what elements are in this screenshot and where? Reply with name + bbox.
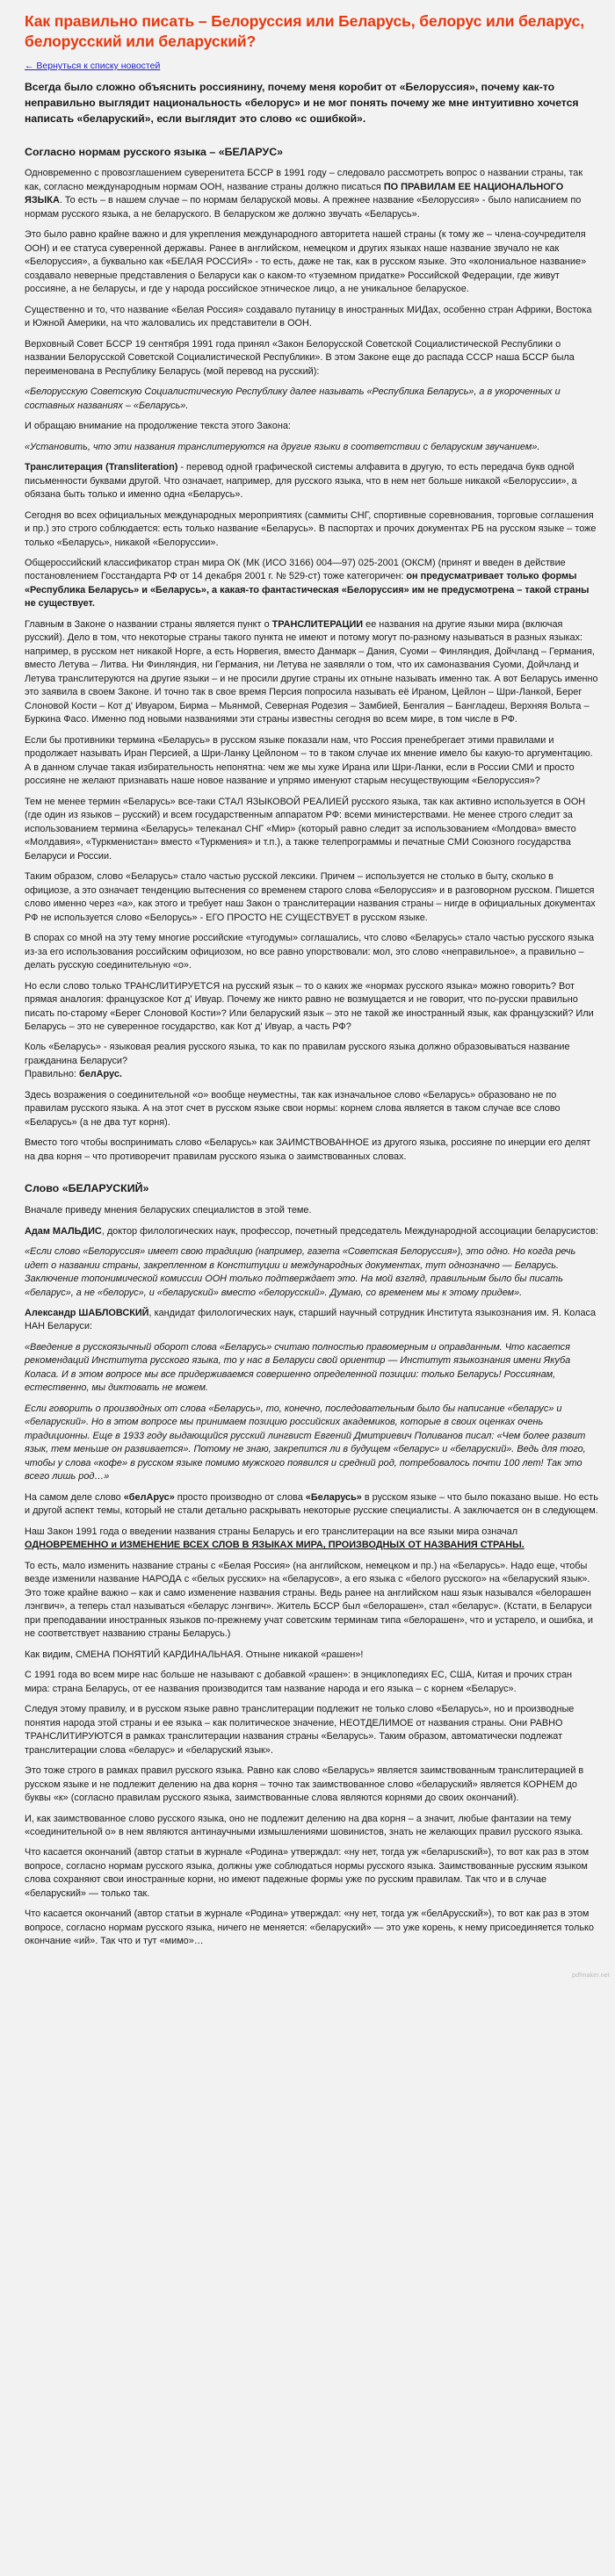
body-paragraph (25, 796, 599, 863)
quote-paragraph (25, 1341, 599, 1396)
text-run: Таким образом, слово «Беларусь» стало частью русской лексики. Причем – используется не столько в быту, сколько в официозе, а это означает тенденцию вытеснения со временем старого слова «Белоруссия» и в разговорном русском. Пишется слово именно через «а», как этого и требует наш Закон о транслитерации названия страны – нигде в официальных документах РФ не используется слово «Белорусь» - ЕГО ПРОСТО НЕ СУЩЕСТВУЕТ в русском языке. (25, 871, 596, 923)
watermark: pdfmaker.net (572, 1972, 610, 1979)
body-paragraph (25, 1491, 599, 1519)
emphasis-bold: «Беларусь» (305, 1491, 362, 1503)
body-paragraph (25, 1764, 599, 1805)
text-run: «Введение в русскоязычный оборот слова «Беларусь» считаю полностью правомерным и оправданным. Что касается рекомендаций Института русского языка, то у нас в Беларуси свой ориентир — Институт языкознания имени Якуба Коласа. И в этом вопросе мы все придерживаемся совершенно определенной позиции: только Беларусь! Россиянам, естественно, мы диктовать не можем. (25, 1341, 571, 1394)
emphasis-bold: Александр ШАБЛОВСКИЙ (25, 1308, 149, 1318)
body-paragraph (25, 1703, 599, 1757)
emphasis-bold: Адам МАЛЬДИС (25, 1225, 102, 1237)
emphasis-bold: ПО ПРАВИЛАМ ЕЕ НАЦИОНАЛЬНОГО ЯЗЫКА (25, 181, 564, 206)
body-paragraph (25, 461, 599, 501)
text-run: Если бы противники термина «Беларусь» в русском языке показали нам, что Россия пренебрегает этими правилами и продолжает называть Иран Персией, а Шри-Ланку Цейлоном – то в таком случае их мнение имело бы какую-то аргументацию. А в данном случае такая избирательность непонятна: чем же мы хуже Ирана или Шри-Ланки, если в России СМИ и просто россияне не желают признавать наше новое название и упрямо именуют старым несуществующим «Белоруссия»? (25, 734, 593, 787)
text-run: То есть, мало изменить название страны с «Белая Россия» (на английском, немецком и пр.) на «Беларусь». Надо еще, чтобы везде изменили название НАРОДА с «белых русских» на «беларусов», а его языка с «белого русского» на «беларуский язык». Это тоже крайне важно – как и само изменение названия страны. Ведь ранее на английском наш язык назывался «белорашен лэнгвич», а теперь стал называться «беларус лэнгвич». Житель БССР был «белорашен», стал «беларус». (Кстати, в Беларуси при преподавании иностранных языков по-прежнему учат советским терминам типа «белорашен», что и устарело, и ошибка, и не соответствует названию страны Беларусь.) (25, 1560, 593, 1640)
body-paragraph (25, 228, 599, 296)
emphasis-bold-underline: ОДНОВРЕМЕННО и ИЗМЕНЕНИЕ ВСЕХ СЛОВ В ЯЗЫКАХ МИРА, ПРОИЗВОДНЫХ ОТ НАЗВАНИЯ СТРАНЫ. (25, 1540, 525, 1551)
text-run: Это тоже строго в рамках правил русского языка. Равно как слово «Беларусь» является заимствованным транслитерацией в русском языке и не подлежит делению на два корня – точно так заимствованное слово «беларуский» является КОРНЕМ до буквы «к» (согласно правилам русского языка, заимствованные слова являются корнями до своих окончаний). (25, 1765, 584, 1804)
body-paragraph (25, 1307, 599, 1334)
text-run: На самом деле слово (25, 1491, 124, 1503)
quote-paragraph (25, 1403, 599, 1484)
body-paragraph (25, 1813, 599, 1840)
body-paragraph (25, 734, 599, 789)
text-run: Если говорить о производных от слова «Беларусь», то, конечно, последовательным было бы написание «беларус» и «беларуский». Но в этом вопросе мы принимаем позицию российских академиков, которые в своих оценках очень традиционны. Еще в 1933 году выдающийся русский лингвист Евгений Дмитриевич Поливанов писал: «Чем более развит язык, тем меньше он развивается». Потому не знаю, закрепится ли в будущем «беларус» и «беларуский». Ведь для того, чтобы у слова «кофе» в русском языке помимо мужского появился и средний род, потребовалось почти 100 лет! Так это всего лишь род…» (25, 1403, 586, 1483)
text-run: Существенно и то, что название «Белая Россия» создавало путаницу в иностранных МИДах, особенно стран Африки, Востока и Южной Америки, на что жаловались их представители в ООН. (25, 304, 592, 329)
text-run: Одновременно с провозглашением суверенитета БССР в 1991 году – следовало рассмотреть вопрос о названии страны, так как, согласно международным нормам ООН, название страны должно писаться (25, 168, 583, 192)
text-run: И, как заимствованное слово русского языка, оно не подлежит делению на два корня – а значит, любые фантазии на тему «соединительной о» в нем являются антинаучными измышлениями шовинистов, знать не желающих правил русского языка. (25, 1813, 583, 1837)
body-paragraph (25, 420, 599, 433)
body-paragraph (25, 557, 599, 611)
body-paragraph (25, 1908, 599, 1948)
text-run: - перевод одной графической системы алфавита в другую, то есть передача букв одной письменности буквами другой. Что означает, например, для русского языка, что в нем нет больше никакой «Белоруссии», а обязана быть только и именно одна «Беларусь». (25, 462, 577, 501)
quote-paragraph (25, 441, 599, 454)
text-run: И обращаю внимание на продолжение текста этого Закона: (25, 421, 291, 432)
body-paragraph (25, 304, 599, 331)
text-run: «Белорусскую Советскую Социалистическую Республику далее называть «Республика Беларусь», а в укороченных и составных названиях – «Беларусь». (25, 386, 561, 411)
body-paragraph (25, 167, 599, 221)
body-paragraph (25, 980, 599, 1035)
body-paragraph (25, 509, 599, 550)
text-run: Это было равно крайне важно и для укрепления международного авторитета нашей страны (к тому же – члена-соучредителя ООН) и ее статуса суверенной державы. Ранее в английском, немецком и других языках наше название звучало не как «Белоруссия», а буквально как «БЕЛАЯ РОССИЯ» - то есть, даже не так, как в русском языке. Это «колониальное название» создавало неверные представления о Беларуси как о каком-то «туземном придатке» Российской Федерации, где живут россияне, а не беларусы, и где у народа российское этническое лицо, а не уникальное беларуское. (25, 229, 587, 295)
quote-paragraph (25, 386, 599, 413)
emphasis-bold: белАрус. (78, 1069, 122, 1080)
text-run: . То есть – в нашем случае – по нормам беларуской мовы. А прежнее название «Белоруссия» - было написанием по нормам русского языка, а не беларуского. В беларуском же должно звучать «Беларусь». (25, 195, 582, 220)
text-run: Что касается окончаний (автор статьи в журнале «Родина» утверждал: «ну нет, тогда уж «беларusский»), то вот как раз в этом вопросе, согласно нормам русского языка, должны уже соблюдаться нормы русского языка. Заимствованные русским языком слова сохраняют свои иностранные корни, но имеют падежные формы уже по русским правилам. Так что и в случае «беларуский» — только так. (25, 1847, 590, 1899)
text-run: Здесь возражения о соединительной «о» вообще неуместны, так как изначальное слово «Беларусь» образовано не по правилам русского языка. А на этот счет в русском языке свои нормы: корнем слова является в таком случае все слово «Беларусь» (а не два тут корня). (25, 1089, 561, 1128)
body-paragraph (25, 1560, 599, 1642)
section-heading: Слово «БЕЛАРУСКИЙ» (25, 1182, 149, 1195)
text-run: Но если слово только ТРАНСЛИТИРУЕТСЯ на русский язык – то о каких же «нормах русского языка» можно говорить? Вот прямая аналогия: французское Кот д' Ивуар. Почему же никто равно не возмущается и не говорит, что по-русски правильно писать по-старому «Берег Слоновой Кости»? Или беларуский язык – это не такой же иностранный язык, как французский? Или Беларусь – это не суверенное государство, как Кот д' Ивуар, а часть РФ? (25, 980, 594, 1032)
text-run: Коль «Беларусь» - языковая реалия русского языка, то как по правилам русского языка должно образовываться название гражданина Беларуси? (25, 1042, 570, 1066)
emphasis-bold: «белАрус» (123, 1491, 175, 1503)
text-run: Следуя этому правилу, и в русском языке равно транслитерации подлежит не только слово «Беларусь», но и производные понятия народа этой страны и ее языка – как политическое значение, НЕОТДЕЛИМОЕ от названия страны. Они РАВНО ТРАНСЛИТИРУЮТСЯ в рамках транслитерации названия страны «Беларусь». Таким образом, автоматически подлежат транслитерации слова «беларус» и «беларуский язык». (25, 1704, 575, 1756)
body-paragraph (25, 338, 599, 379)
text-run: Вместо того чтобы воспринимать слово «Беларусь» как ЗАИМСТВОВАННОЕ из другого языка, россияне по инерции его делят на два корня – что противоречит правилам русского языка о заимствованных словах. (25, 1137, 591, 1162)
body-paragraph (25, 1041, 599, 1081)
emphasis-bold: он предусматривает только формы «Республика Беларусь» и «Беларусь», а какая-то фантастическая «Белоруссия» им не предусмотрена – такой страны не существует. (25, 571, 590, 610)
text-run: Правильно: (25, 1069, 79, 1080)
body-paragraph (25, 1225, 599, 1238)
text-run: Что касается окончаний (автор статьи в журнале «Родина» утверждал: «ну нет, тогда уж «белАрусский»), то вот как раз в этом вопросе, согласно нормам русского языка, ничего не меняется: «беларуский» — это уже корень, к нему присоединяется только окончание «ий». Так что и тут «мимо»… (25, 1909, 594, 1947)
text-run: С 1991 года во всем мире нас больше не называют с добавкой «рашен»: в энциклопедиях ЕС, США, Китая и прочих стран мира: страна Беларусь, от ее названия производится там название народа и его языка – с корнем «Беларус». (25, 1670, 573, 1694)
text-run: Верховный Совет БССР 19 сентября 1991 года принял «Закон Белорусской Советской Социалистической Республики о названии Белорусской Советской Социалистической Республики». В этом Законе еще до распада СССР наша БССР была переименована в Республику Беларусь (мой перевод на русский): (25, 338, 575, 377)
text-run: Вначале приведу мнения беларуских специалистов в этой теме. (25, 1205, 312, 1216)
emphasis-bold: Транслитерация (Transliteration) (25, 462, 178, 473)
back-to-news-list-link[interactable]: ← Вернуться к списку новостей (25, 61, 161, 72)
body-paragraph (25, 1136, 599, 1164)
section-heading: Согласно нормам русского языка – «БЕЛАРУС» (25, 145, 284, 158)
text-run: в русском языке – что было показано выше. Но есть и другой аспект темы, который не стали детально раскрывать некоторые русские специалисты. А заключается он в следующем. (25, 1491, 598, 1517)
text-run: , кандидат филологических наук, старший научный сотрудник Института языкознания им. Я. Коласа НАН Беларуси: (25, 1308, 597, 1332)
body-paragraph (25, 1526, 599, 1553)
text-run: , доктор филологических наук, профессор, почетный председатель Международной ассоциации беларусистов: (101, 1225, 598, 1237)
text-run: просто производно от слова (174, 1491, 306, 1503)
body-paragraph (25, 1649, 599, 1662)
text-run: Общероссийский классификатор стран мира ОК (МК (ИСО 3166) 004—97) 025-2001 (ОКСМ) (принят и введен в действие постановлением Госстандарта РФ от 14 декабря 2001 г. № 529-ст) тоже категоричен: (25, 557, 566, 582)
page-title: Как правильно писать – Белоруссия или Беларусь, белорус или беларус, белорусский или беларуский? (25, 12, 585, 51)
text-run: Как видим, СМЕНА ПОНЯТИЙ КАРДИНАЛЬНАЯ. Отныне никакой «рашен»! (25, 1649, 364, 1660)
text-run: Сегодня во всех официальных международных мероприятиях (саммиты СНГ, спортивные соревнования, торговые соглашения и пр.) это строго соблюдается: есть только название «Беларусь». В паспортах и прочих документах РБ на русском языке – тоже только «Беларусь», никакой «Белоруссии». (25, 509, 597, 548)
text-run: «Если слово «Белоруссия» имеет свою традицию (например, газета «Советская Белоруссия»), это одно. Но когда речь идет о названии страны, закрепленном в Конституции и международных документах, тут однозначно — Беларусь. Заключение топонимической комиссии ООН только подтверждает это. На мой взгляд, правильным было бы писать «беларус», а не «белорус», и «беларуский» вместо «белорусский». Думаю, со временем мы к этому придем». (25, 1246, 576, 1298)
body-paragraph (25, 1204, 599, 1217)
text-run: Наш Закон 1991 года о введении названия страны Беларусь и его транслитерации на все языки мира означал (25, 1526, 518, 1537)
text-run: Тем не менее термин «Беларусь» все-таки СТАЛ ЯЗЫКОВОЙ РЕАЛИЕЙ русского языка, так как активно используется в ООН (где один из языков – русский) и всем государственным аппаратом РФ: всеми министерствами. Не менее строго следит за использованием термина «Беларусь» телеканал СНГ «Мир» (который равно следит за использованием «Молдова» вместо «Молдавия», «Туркменистан» вместо «Туркмения» и т.п.), а также телепрограммы и печатные СМИ Союзного государства Беларуси и России. (25, 796, 586, 862)
quote-paragraph (25, 1245, 599, 1300)
body-paragraph (25, 1089, 599, 1129)
body-paragraph (25, 618, 599, 727)
text-run: Главным в Законе о названии страны является пункт о (25, 618, 272, 630)
article-lead: Всегда было сложно объяснить россиянину, почему меня коробит от «Белоруссия», почему как-то неправильно выглядит национальность «белорус» и не мог понять почему же мне интуитивно хочется написать «беларуский», если выглядит это слово «с ошибкой». (25, 81, 579, 125)
text-run: «Установить, что эти названия транслитеруются на другие языки в соответствии с беларуским звучанием». (25, 441, 540, 452)
body-paragraph (25, 932, 599, 972)
text-run: В спорах со мной на эту тему многие российские «тугодумы» соглашались, что слово «Беларусь» стало частью русского языка из-за его использования российским официозом, но все равно упорствовали: мол, это слово «неправильное», а правильно – делать русскую соединительную «о». (25, 933, 595, 971)
article-sections (25, 145, 599, 1949)
body-paragraph (25, 870, 599, 925)
emphasis-bold: ТРАНСЛИТЕРАЦИИ (271, 618, 364, 630)
text-run: ее названия на другие языки мира (включая русский). Дело в том, что некоторые страны такого пункта не имеют и потому могут по-разному называться в разных языках: например, в русском нет никакой Норге, а есть Норвегия, вместо Данмарк – Дания, Суоми – Финляндия, Дойчланд – Германия, вместо Летува – Литва. Ни Финляндия, ни Германия, ни Летува не заявляли о том, что их самоназвания Суоми, Дойчланд и Летува транслитеруются на другие языки – и не просили другие страны их отныне называть именно так. А вот Беларусь именно это заявила в своем Законе. И точно так в свое время Персия попросила называть её Ираном, Цейлон – Шри-Ланкой, Берег Слоновой Кости – Кот д' Ивуаром, Бирма – Мьянмой, Северная Родезия – Замбией, Бенгалия – Бангладеш, Верхняя Вольта – Буркина Фасо. Именно под новыми названиями эти страны известны сегодня во всем мире, в том числе в РФ. (25, 618, 598, 725)
body-paragraph (25, 1669, 599, 1696)
body-paragraph (25, 1846, 599, 1901)
